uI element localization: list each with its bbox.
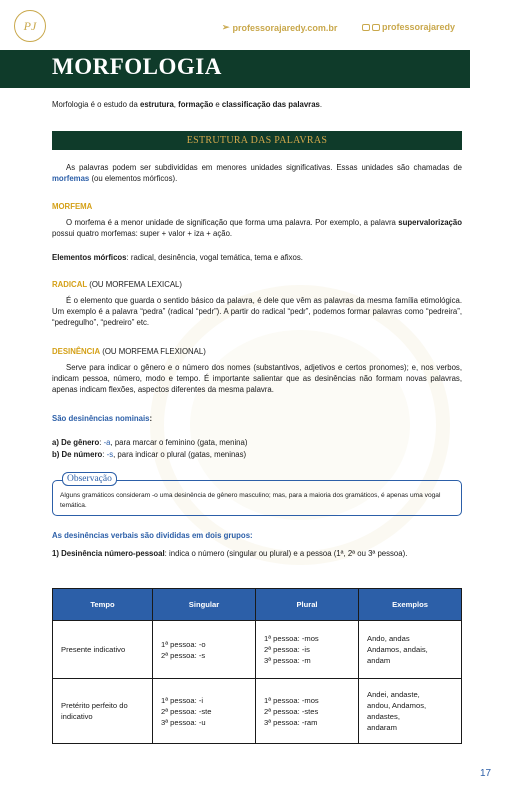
cell-exemplos: Andei, andaste, andou, Andamos, andastes, andaram [359,679,462,744]
paragraph-morfemas: As palavras podem ser subdivididas em menores unidades significativas. Essas unidades são chamadas de morfemas (ou elementos mórficos). [52,163,462,183]
logo-text: PJ [23,18,37,33]
item-genero: a) De gênero: -a, para marcar o feminino (gata, menina) [52,438,248,447]
heading-morfema: MORFEMA [52,202,93,211]
social-link[interactable] [362,22,455,32]
intro-paragraph: Morfologia é o estudo da estrutura, formação e classificação das palavras. [52,100,323,109]
table-row [53,679,462,744]
site-text: professorajaredy.com.br [232,22,338,33]
site-link[interactable] [222,22,337,33]
cell-exemplos: Ando, andas Andamos, andais, andam [359,621,462,679]
paragraph-radical: É o elemento que guarda o sentido básico da palavra, é dele que vêm as palavras da mesma família etimológica. Um exemplo é a palavra “pedra” (radical “pedr”). A partir do radical “pedr”, podemos formar palavras como “pedreira”, “pedregulho”, “pedreiro” etc. [52,296,462,327]
paragraph-morfema: O morfema é a menor unidade de significação que forma uma palavra. Por exemplo, a palavra supervalorização possui quatro morfemas: super + valor + iza + ação. [52,218,462,238]
item-numero-pessoal: 1) Desinência número-pessoal: indica o número (singular ou plural) e a pessoa (1ª, 2ª ou 3ª pessoa). [52,549,408,558]
cell-plural: 1ª pessoa: -mos 2ª pessoa: -stes 3ª pessoa: -ram [256,679,359,744]
cell-singular: 1ª pessoa: -o 2ª pessoa: -s [153,621,256,679]
cell-tempo: Pretérito perfeito do indicativo [53,679,153,744]
observation-label: Observação [62,472,117,486]
table-row [53,621,462,679]
section-title: ESTRUTURA DAS PALAVRAS [52,131,462,150]
cell-plural: 1ª pessoa: -mos 2ª pessoa: -is 3ª pessoa: -m [256,621,359,679]
instagram-icon [372,24,380,31]
table-header: Exemplos [359,589,462,621]
page-title: MORFOLOGIA [52,54,222,79]
youtube-icon [362,24,370,31]
heading-radical: RADICAL (OU MORFEMA LEXICAL) [52,280,182,289]
send-icon: ➢ [222,22,230,32]
cell-tempo: Presente indicativo [53,621,153,679]
heading-desinencia: DESINÊNCIA (OU MORFEMA FLEXIONAL) [52,347,206,356]
page-number: 17 [480,768,492,779]
heading-verbais: As desinências verbais são divididas em dois grupos: [52,531,253,540]
cell-singular: 1ª pessoa: -i 2ª pessoa: -ste 3ª pessoa: -u [153,679,256,744]
table-header: Tempo [53,589,153,621]
paragraph-elementos: Elementos mórficos: radical, desinência, vogal temática, tema e afixos. [52,253,303,262]
desinencias-table [52,588,462,744]
item-numero: b) De número: -s, para indicar o plural (gatas, meninas) [52,450,247,459]
heading-nominais: São desinências nominais: [52,414,153,423]
observation-text: Alguns gramáticos consideram -o uma desinência de gênero masculino; mas, para a maioria dos gramáticos, é apenas uma vogal temática. [60,492,441,509]
table-header: Singular [153,589,256,621]
social-text: professorajaredy [382,22,456,32]
paragraph-desinencia: Serve para indicar o gênero e o número dos nomes (substantivos, adjetivos e certos pronomes); e, nos verbos, indicam pessoa, número, modo e tempo. É importante salientar que as desinências não formam novas palavras, apenas indicam flexões, aspectos diferentes da mesma palavra. [52,363,462,394]
table-header: Plural [256,589,359,621]
logo [14,10,46,42]
